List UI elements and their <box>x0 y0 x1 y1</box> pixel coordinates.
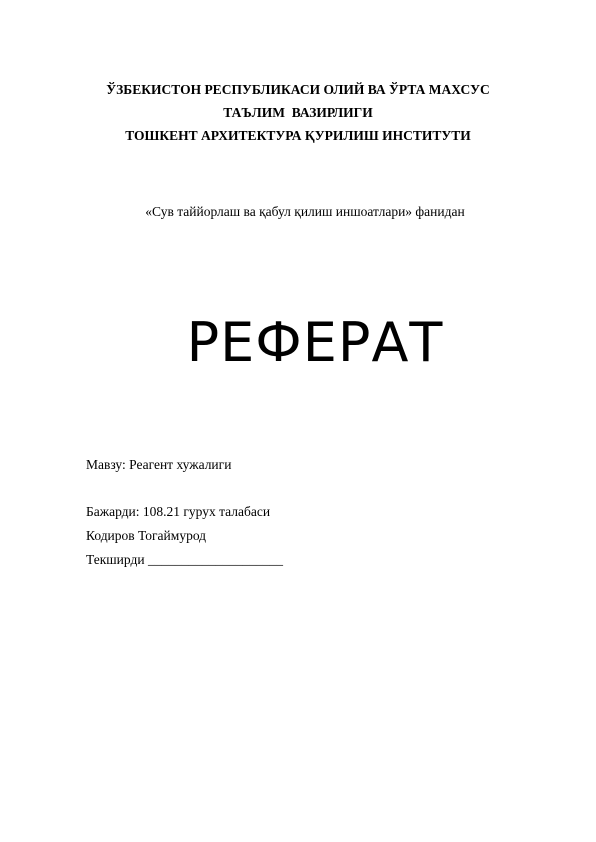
checked-by-line: Текширди ____________________ <box>86 552 283 567</box>
document-title: РЕФЕРАТ <box>186 311 444 374</box>
header-ministry-line-2: ТАЪЛИМ ВАЗИРЛИГИ <box>223 105 373 120</box>
subject-line: «Сув таййорлаш ва қабул қилиш иншоатлари» фанидан <box>145 204 465 219</box>
done-by-line: Бажарди: 108.21 гурух талабаси <box>86 504 271 519</box>
header-institute-name: ТОШКЕНТ АРХИТЕКТУРА ҚУРИЛИШ ИНСТИТУТИ <box>125 128 471 143</box>
topic-line: Мавзу: Реагент хужалиги <box>86 457 232 472</box>
student-name: Кодиров Тогаймурод <box>86 528 207 543</box>
header-ministry-line-1: ЎЗБЕКИСТОН РЕСПУБЛИКАСИ ОЛИЙ ВА ЎРТА МАХСУС <box>106 82 490 97</box>
institution-header <box>0 78 596 147</box>
